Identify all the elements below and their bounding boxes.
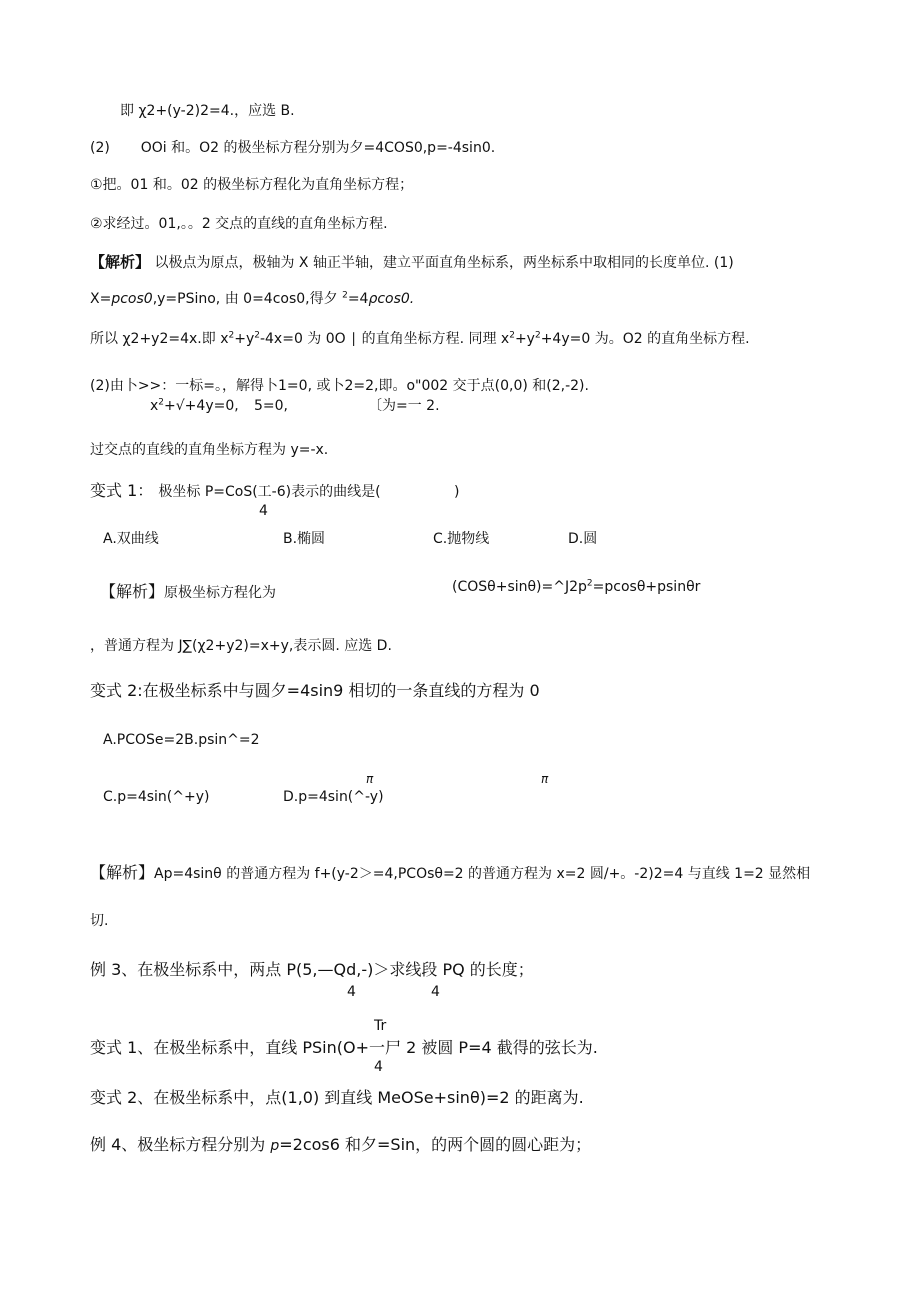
text-span: ,y=PSino, 由 0=4cos0,得夕 [152, 291, 343, 307]
text-line: (2)由卜>>：一标=。，解得卜1=0, 或卜2=2,即。o"002 交于点(0,0) 和(2,-2). [90, 378, 589, 394]
equation [452, 578, 700, 596]
text-span: 〔为=一 2. [368, 398, 440, 414]
text-span: p [270, 1138, 280, 1154]
subscript: 4 [259, 503, 268, 519]
pi-symbol: π [541, 772, 549, 786]
text-span: OOi 和。O2 的极坐标方程分别为夕=4COS0,p=-4sin0. [140, 140, 496, 156]
text-span: =2cos6 和夕=Sin，的两个圆的圆心距为； [279, 1135, 592, 1154]
superscript: 2 [534, 330, 541, 341]
subscript: 4 [374, 1059, 383, 1075]
text-line [90, 253, 734, 272]
superscript: 2 [254, 330, 260, 341]
item-number: (2) [90, 140, 110, 156]
text-span: X= [90, 291, 112, 307]
text-span: 例 4、极坐标方程分别为 [90, 1135, 271, 1154]
text-line [150, 397, 239, 415]
option-c: C.p=4sin(^+y) [103, 789, 210, 805]
text-span: 以极点为原点，极轴为 X 轴正半轴，建立平面直角坐标系，两坐标系中取相同的长度单位. (1) [154, 255, 734, 271]
text-span: +4y=0 为。O2 的直角坐标方程. [540, 331, 750, 347]
text-line [90, 864, 810, 883]
text-span: -4x=0 为 0O ∣ 的直角坐标方程. 同理 x [259, 331, 510, 347]
subscript: 4 [431, 984, 440, 1000]
annotation: Tr [374, 1018, 387, 1034]
text-span: +y [234, 331, 255, 347]
example-heading [90, 1136, 591, 1155]
superscript: 2 [342, 290, 348, 301]
option-c: C.抛物线 [433, 531, 490, 547]
variant-heading: 变式 2、在极坐标系中，点(1,0) 到直线 MeOSe+sinθ)=2 的距离为. [90, 1088, 584, 1107]
analysis-label: 【解析】 [90, 253, 151, 271]
subscript: 4 [347, 984, 356, 1000]
text-line: 切. [90, 913, 109, 929]
example-heading: 例 3、在极坐标系中，两点 P(5,—Qd,-)＞求线段 PQ 的长度； [90, 960, 534, 979]
text-span: +y [514, 331, 535, 347]
analysis-label: 【解析】 [90, 863, 155, 882]
text-span: Ap=4sinθ 的普通方程为 f+(y-2＞=4,PCOsθ=2 的普通方程为 x=2 圆/+。-2)2=4 与直线 1=2 显然相 [154, 866, 811, 882]
pi-symbol: π [366, 772, 374, 786]
option-d: D.p=4sin(^-y) [283, 789, 384, 805]
text-span: 5=0, [254, 398, 288, 414]
text-span: +√+4y=0, [164, 398, 239, 414]
text-span: x [150, 398, 159, 414]
variant-label: 变式 1： [90, 481, 154, 500]
text-line [100, 583, 276, 602]
superscript: 2 [586, 578, 593, 589]
text-span: pcos0 [111, 291, 153, 307]
variant-heading: 变式 2:在极坐标系中与圆夕=4sin9 相切的一条直线的方程为 0 [90, 681, 540, 700]
text-line [90, 330, 750, 348]
text-line: ，普通方程为 J∑(χ2+y2)=x+y,表示圆. 应选 D. [90, 638, 392, 654]
text-span: 原极坐标方程化为 [164, 585, 277, 601]
option-ab: A.PCOSe=2B.psin^=2 [103, 732, 260, 748]
text-span: ) [454, 484, 460, 500]
text-line: ②求经过。01,。。2 交点的直线的直角坐标方程. [90, 216, 388, 232]
text-span: ρcos0. [368, 291, 415, 307]
superscript: 2 [509, 330, 515, 341]
text-line: 过交点的直线的直角坐标方程为 y=-x. [90, 442, 329, 458]
option-b: B.椭圆 [283, 531, 326, 547]
option-a: A.双曲线 [103, 531, 159, 547]
text-span: 极坐标 P=CoS(工-6)表示的曲线是( [158, 484, 381, 500]
text-span: (COSθ+sinθ)=^J2p [452, 579, 587, 595]
text-span: =pcosθ+psinθr [592, 579, 701, 595]
variant-heading: 变式 1、在极坐标系中，直线 PSin(O+一尸 2 被圆 P=4 截得的弦长为. [90, 1038, 598, 1057]
text-line [90, 290, 414, 308]
text-line: ①把。01 和。02 的极坐标方程化为直角坐标方程； [90, 177, 414, 193]
superscript: 2 [158, 397, 165, 408]
text-span: =4 [347, 291, 369, 307]
superscript: 2 [228, 330, 235, 341]
text-line [90, 139, 495, 157]
text-line: 即 χ2+(y-2)2=4.，应选 B. [120, 103, 295, 119]
variant-heading [90, 482, 381, 501]
text-span: 所以 χ2+y2=4x.即 x [90, 331, 229, 347]
analysis-label: 【解析】 [100, 582, 165, 601]
option-d: D.圆 [568, 531, 598, 547]
